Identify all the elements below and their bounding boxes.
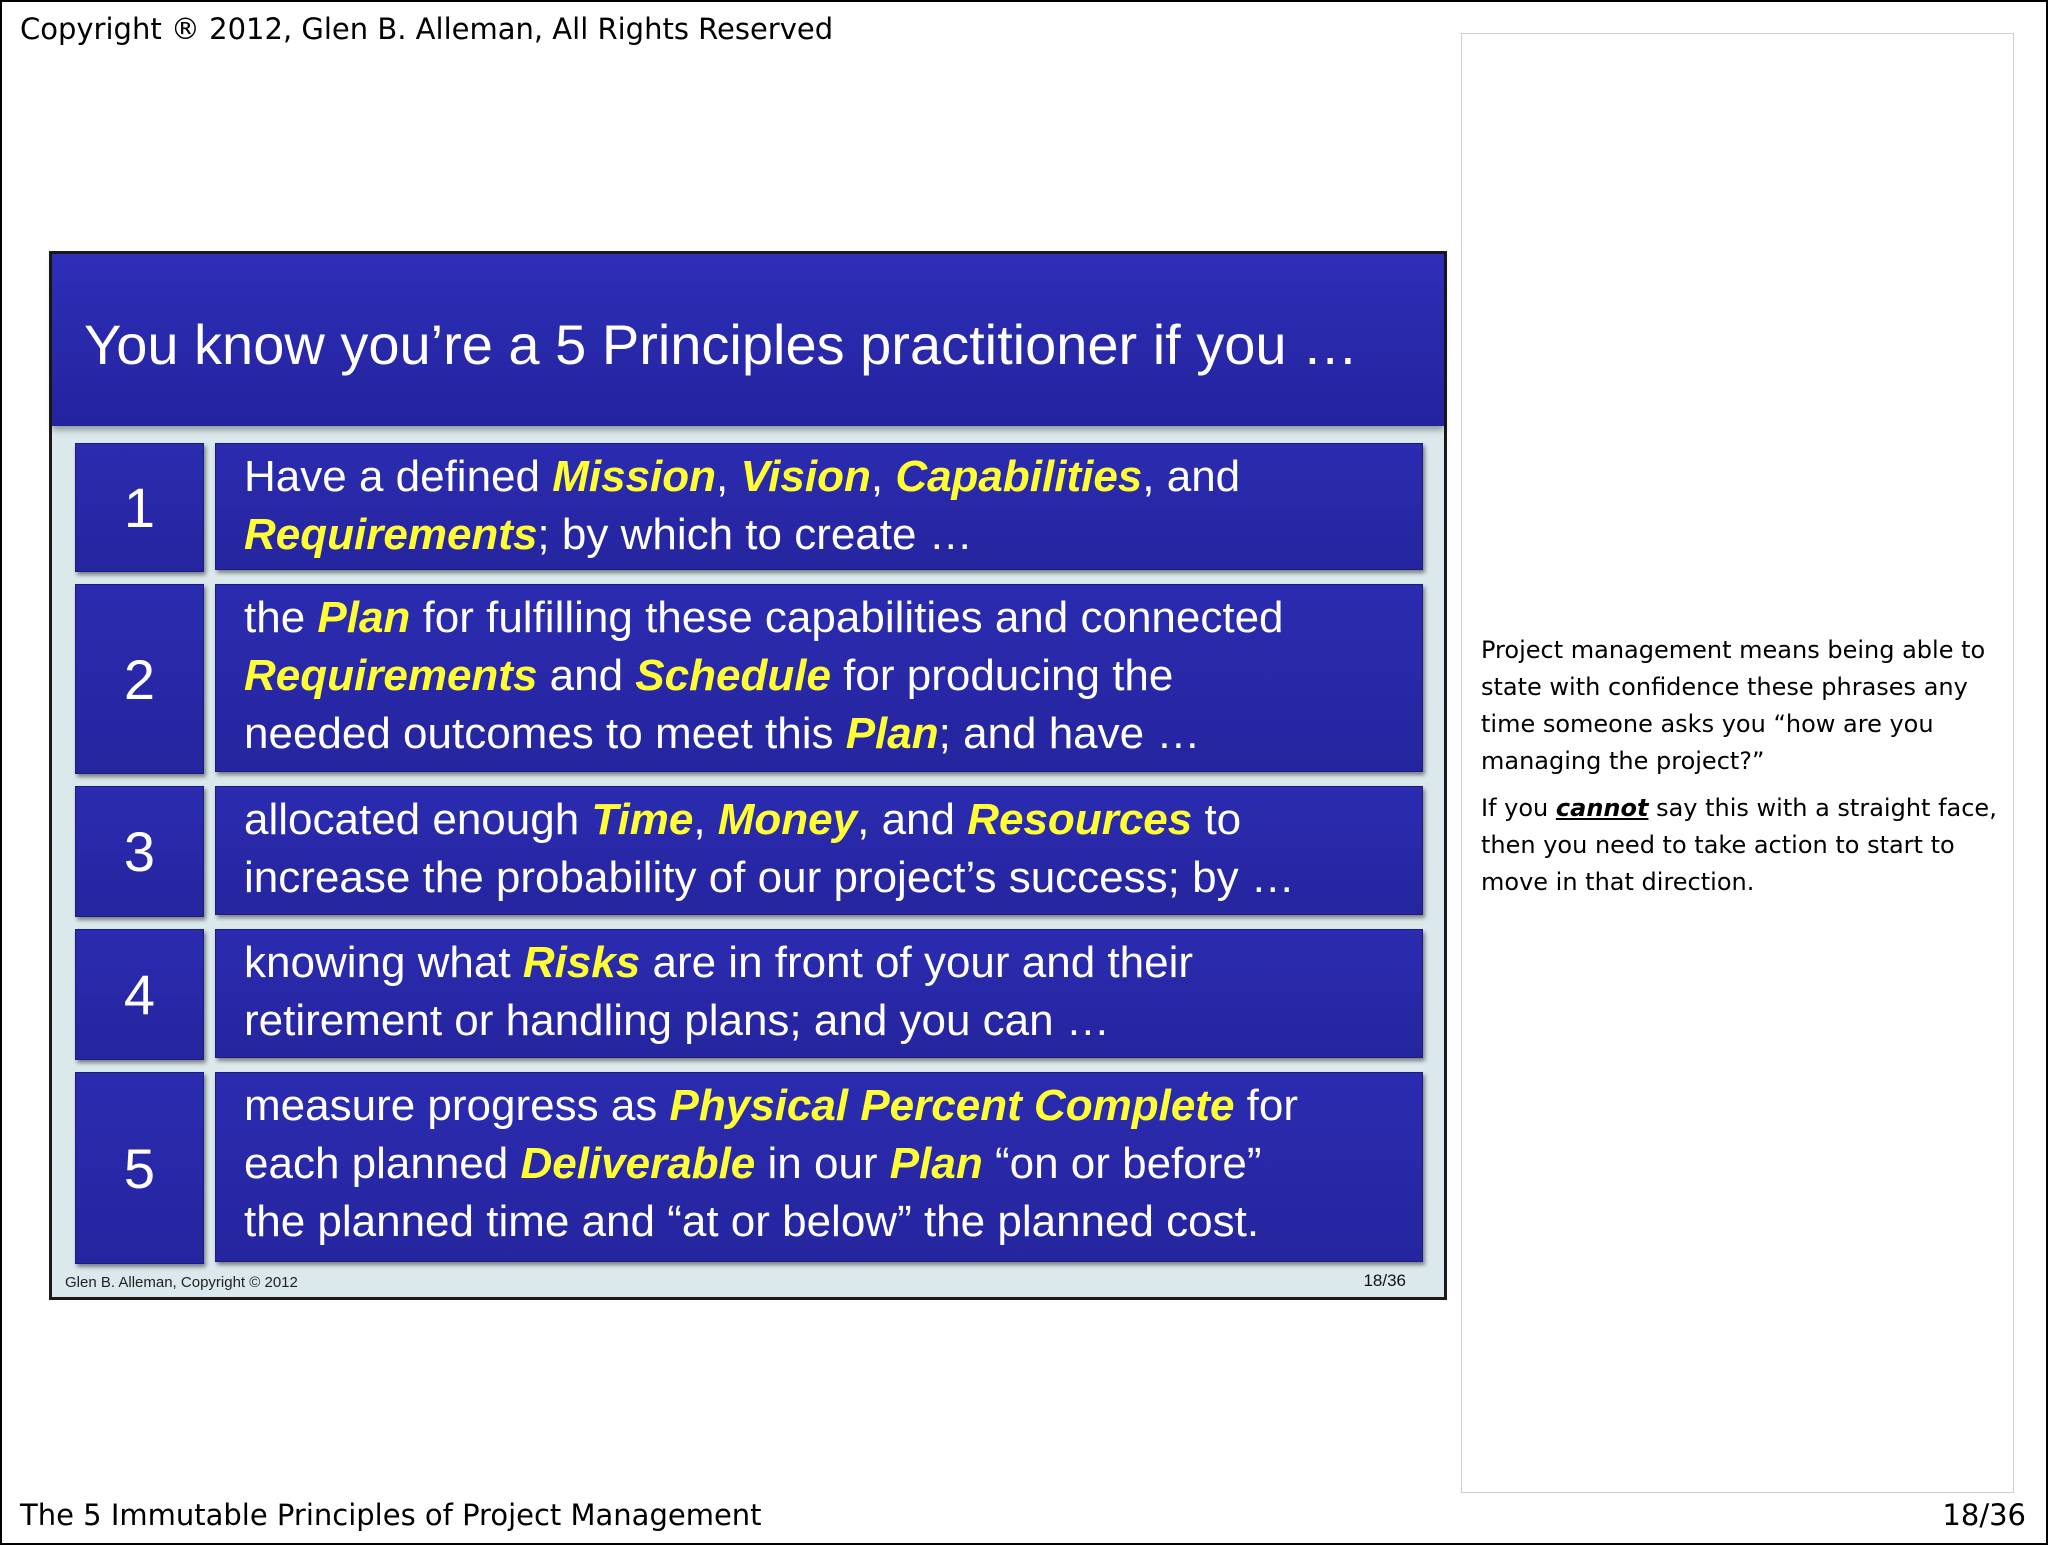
item-text-segment: each planned [244,1139,521,1188]
notes-p2-emphasis: cannot [1555,794,1649,822]
item-text-segment: increase the probability of our project’s success; by … [244,853,1295,902]
item-number-2: 2 [75,584,204,774]
slide-footer-copyright: Glen B. Alleman, Copyright © 2012 [65,1274,298,1291]
copyright-header: Copyright ® 2012, Glen B. Alleman, All Rights Reserved [20,12,834,46]
item-text-segment: ; and have … [938,709,1201,758]
item-line [244,647,1422,705]
slide [49,251,1447,1300]
footer-page-number: 18/36 [1942,1498,2026,1532]
item-text-4 [215,929,1423,1058]
highlight-term: Requirements [244,651,538,700]
highlight-term: Risks [522,938,641,987]
highlight-term: Deliverable [520,1139,756,1188]
item-text-segment: the [244,593,318,642]
notes-text [1481,632,2011,911]
notes-paragraph-2 [1481,790,2011,901]
item-number-1: 1 [75,443,204,572]
item-text-segment: Have a defined [244,452,553,501]
item-text-segment: are in front of your and their [640,938,1193,987]
notes-p2-before: If you [1481,794,1556,822]
highlight-term: Resources [967,795,1193,844]
item-text-segment: retirement or handling plans; and you can … [244,996,1110,1045]
highlight-term: Requirements [244,510,538,559]
item-text-segment: to [1192,795,1242,844]
item-line [244,448,1422,506]
slide-title: You know you’re a 5 Principles practitioner if you … [84,313,1359,376]
item-text-segment: ; by which to create … [537,510,973,559]
item-number-4: 4 [75,929,204,1060]
highlight-term: Mission [552,452,717,501]
item-text-segment: , [716,452,741,501]
highlight-term: Money [717,795,858,844]
item-text-segment: and [537,651,636,700]
item-text-segment: , [870,452,896,501]
highlight-term: Plan [317,593,411,642]
item-text-segment: knowing what [244,938,523,987]
item-text-segment: , and [1142,452,1241,501]
item-line [244,589,1422,647]
item-text-segment: in our [755,1139,890,1188]
notes-paragraph-1: Project management means being able to state with confidence these phrases any time someone asks you “how are you managing the project?” [1481,636,1986,775]
item-line [244,849,1422,907]
item-line [244,1193,1422,1251]
highlight-term: Vision [740,452,871,501]
item-text-1 [215,443,1423,570]
item-text-segment: the planned time and “at or below” the planned cost. [244,1197,1260,1246]
item-text-segment: for [1234,1081,1298,1130]
item-text-segment: needed outcomes to meet this [244,709,846,758]
highlight-term: Plan [845,709,939,758]
footer-title: The 5 Immutable Principles of Project Management [20,1498,762,1532]
item-text-segment: “on or before” [982,1139,1262,1188]
item-number-3: 3 [75,786,204,917]
highlight-term: Capabilities [895,452,1143,501]
item-line [244,506,1422,564]
item-number-5: 5 [75,1072,204,1264]
item-text-segment: for producing the [830,651,1174,700]
item-line [244,1135,1422,1193]
item-text-segment: , [693,795,718,844]
highlight-term: Plan [889,1139,983,1188]
highlight-term: Time [591,795,694,844]
highlight-term: Schedule [635,651,831,700]
item-text-segment: for fulfilling these capabilities and connected [410,593,1284,642]
notes-p2-after: say this with a straight face, then you need to take action to start to move in that direction. [1481,794,1997,896]
item-line [244,791,1422,849]
item-text-segment: allocated enough [244,795,592,844]
item-line [244,934,1422,992]
item-text-segment: measure progress as [244,1081,670,1130]
item-text-5 [215,1072,1423,1262]
slide-page-number: 18/36 [1363,1271,1406,1290]
item-text-segment: , and [857,795,968,844]
item-line [244,705,1422,763]
item-text-2 [215,584,1423,772]
slide-title-bar [52,254,1444,426]
highlight-term: Physical Percent Complete [669,1081,1235,1130]
item-text-3 [215,786,1423,915]
item-line [244,1077,1422,1135]
item-line [244,992,1422,1050]
